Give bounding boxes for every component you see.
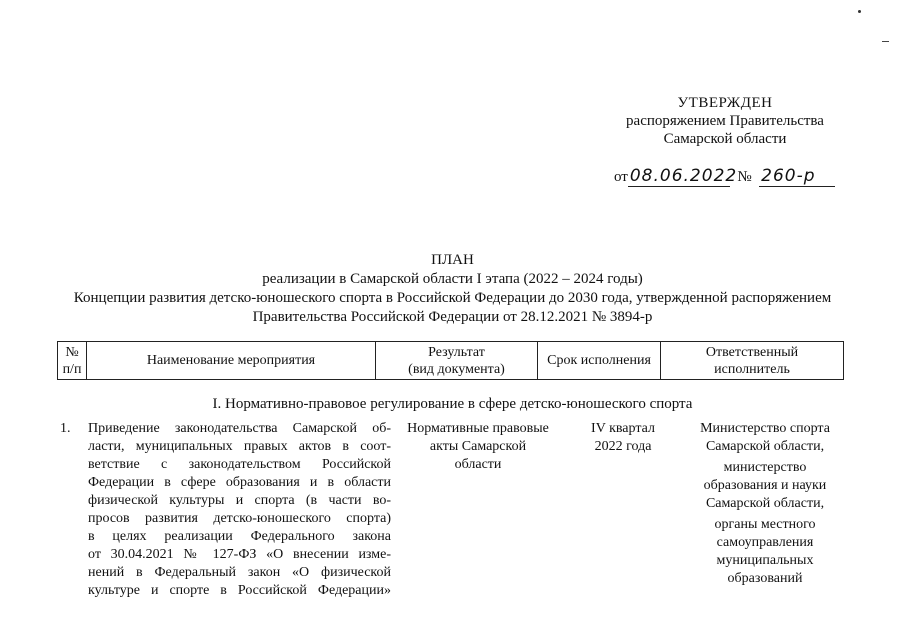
handwritten-date: 08.06.2022 bbox=[629, 166, 738, 186]
plan-title-block bbox=[0, 251, 905, 327]
header-responsible bbox=[661, 342, 844, 380]
responsible-line: образований bbox=[727, 571, 803, 586]
row-term bbox=[566, 420, 680, 456]
header-num-line1: № bbox=[65, 344, 79, 360]
approval-block bbox=[610, 94, 840, 148]
activity-line: просов развития детско-юношеского спорта) bbox=[88, 511, 391, 526]
term-line: 2022 года bbox=[594, 439, 652, 454]
scan-speck bbox=[858, 10, 861, 13]
term-line: IV квартал bbox=[591, 421, 655, 436]
row-number: 1. bbox=[60, 421, 71, 436]
activity-line: Приведение законодательства Самарской об- bbox=[88, 421, 391, 436]
activity-line: Федерации в сфере образования и в области bbox=[88, 475, 391, 490]
activity-line: культуре и спорте в Российской Федерации» bbox=[88, 583, 391, 598]
plan-subtitle-1: реализации в Самарской области I этапа (2022 – 2024 годы) bbox=[262, 271, 643, 287]
activity-line: ветствие с законодательством Российской bbox=[88, 457, 391, 472]
result-line: области bbox=[454, 457, 502, 472]
scan-mark bbox=[882, 41, 889, 42]
result-line: Нормативные правовые bbox=[407, 421, 549, 436]
from-label: от bbox=[614, 169, 628, 185]
header-name: Наименование мероприятия bbox=[87, 342, 376, 380]
activity-line: в целях реализации Федерального закона bbox=[88, 529, 391, 544]
plan-title: ПЛАН bbox=[431, 252, 474, 268]
responsible-line: муниципальных bbox=[716, 553, 814, 568]
approval-heading: УТВЕРЖДЕН bbox=[677, 95, 773, 111]
responsible-line: министерство bbox=[723, 460, 807, 475]
header-resp-line2: исполнитель bbox=[714, 361, 790, 377]
responsible-line: Министерство спорта bbox=[700, 421, 830, 436]
approval-date-line bbox=[614, 166, 835, 187]
responsible-line: органы местного bbox=[714, 517, 816, 532]
activity-line: нений в Федеральный закон «О физической bbox=[88, 565, 391, 580]
row-activity-name bbox=[88, 420, 391, 600]
approval-line-3: Самарской области bbox=[663, 131, 787, 147]
plan-subtitle-3: Правительства Российской Федерации от 28.12.2021 № 3894-р bbox=[252, 309, 653, 325]
header-term: Срок исполнения bbox=[538, 342, 661, 380]
header-resp-line1: Ответственный bbox=[705, 344, 799, 360]
responsible-line: самоуправления bbox=[716, 535, 814, 550]
section-heading: I. Нормативно-правовое регулирование в сфере детско-юношеского спорта bbox=[212, 396, 693, 412]
plan-table-header bbox=[57, 341, 844, 380]
plan-subtitle-2: Концепции развития детско-юношеского спорта в Российской Федерации до 2030 года, утвержденной распоряжением bbox=[73, 290, 832, 306]
header-result bbox=[376, 342, 538, 380]
header-num-line2: п/п bbox=[62, 361, 82, 377]
row-responsible bbox=[690, 420, 840, 588]
responsible-line: Самарской области, bbox=[705, 439, 825, 454]
activity-line: от 30.04.2021 № 127-ФЗ «О внесении изме- bbox=[88, 547, 391, 562]
activity-line: ласти, муниципальных правых актов в соот- bbox=[88, 439, 391, 454]
result-line: акты Самарской bbox=[429, 439, 527, 454]
header-num bbox=[58, 342, 87, 380]
activity-line: физической культуры и спорта (в части во- bbox=[88, 493, 391, 508]
header-result-line1: Результат bbox=[428, 344, 485, 360]
row-result bbox=[396, 420, 560, 474]
handwritten-number: 260-р bbox=[759, 166, 835, 187]
responsible-line: Самарской области, bbox=[705, 496, 825, 511]
header-result-line2: (вид документа) bbox=[408, 361, 505, 377]
approval-line-2: распоряжением Правительства bbox=[626, 113, 824, 129]
number-label: № bbox=[737, 169, 752, 185]
responsible-line: образования и науки bbox=[703, 478, 827, 493]
